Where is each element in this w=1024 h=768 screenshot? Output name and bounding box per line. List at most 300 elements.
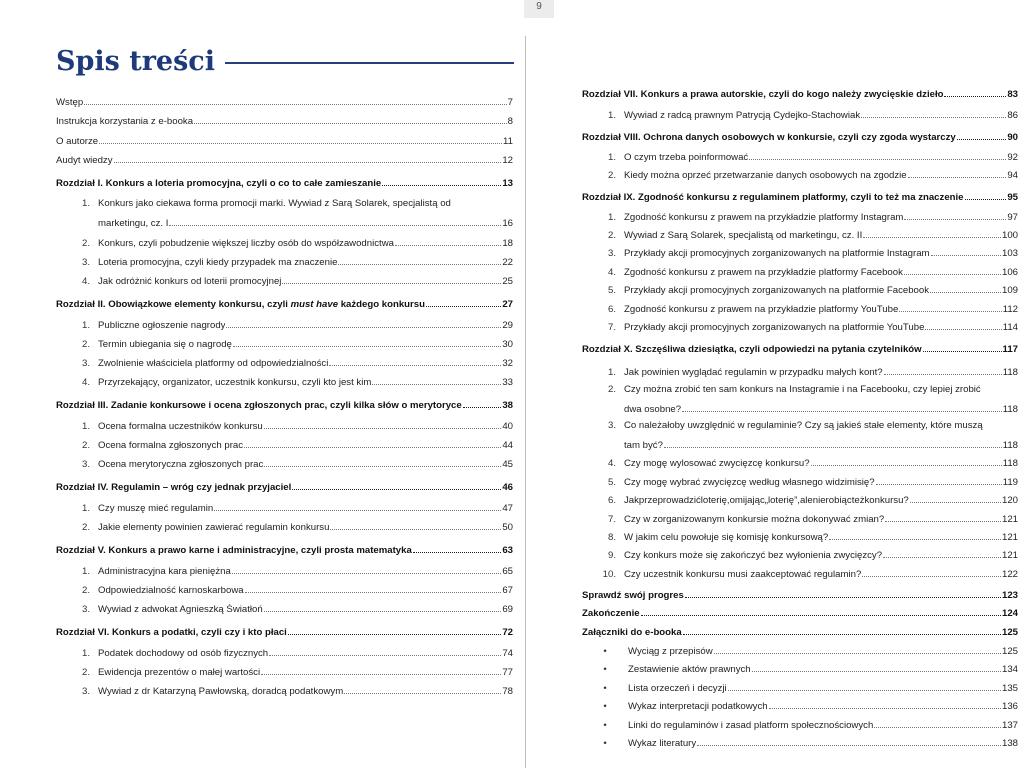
subsection-number: 3. xyxy=(81,604,90,615)
subsection-page: 97 xyxy=(1007,212,1018,223)
subsection-number: 7. xyxy=(607,322,616,333)
subsection-page: 120 xyxy=(1001,495,1018,506)
subsection-title-line1: Czy można zrobić ten sam konkurs na Instagramie i na Facebooku, czy lepiej zrobić xyxy=(624,384,981,395)
toc-subsection[interactable] xyxy=(56,338,513,351)
subsection-number: 2. xyxy=(607,230,616,241)
dot-leader xyxy=(413,544,502,553)
dot-leader xyxy=(329,357,501,366)
chapter-page: 90 xyxy=(1007,132,1018,143)
subsection-page: 29 xyxy=(502,320,513,331)
toc-title: Spis treści xyxy=(56,45,216,77)
dot-leader xyxy=(232,565,502,574)
dot-leader xyxy=(829,531,1001,540)
entry-page: 7 xyxy=(507,97,513,108)
subsection-number: 2. xyxy=(81,667,90,678)
chapter-title: Załączniki do e-booka xyxy=(582,627,682,638)
subsection-title: Ocena formalna uczestników konkursu xyxy=(98,421,263,432)
dot-leader xyxy=(931,247,1001,256)
chapter-title: Rozdział I. Konkurs a loteria promocyjna, czyli o co to całe zamieszanie xyxy=(56,178,382,189)
subsection-page: 100 xyxy=(1001,230,1018,241)
subsection-title: Konkurs, czyli pobudzenie większej liczby osób do współzawodnictwa xyxy=(98,238,394,249)
dot-leader xyxy=(876,476,1002,485)
subsection-number: 2. xyxy=(81,585,90,596)
dot-leader xyxy=(752,663,1001,672)
toc-subsection[interactable] xyxy=(582,549,1018,562)
subsection-page: 119 xyxy=(1002,477,1018,488)
subsection-title: Podatek dochodowy od osób fizycznych xyxy=(98,648,269,659)
dot-leader xyxy=(214,502,501,511)
subsection-page: 32 xyxy=(502,358,513,369)
toc-chapter[interactable] xyxy=(582,626,1018,639)
dot-leader xyxy=(264,420,502,429)
toc-subsection[interactable] xyxy=(56,584,513,597)
subsection-number: 2. xyxy=(81,238,90,249)
chapter-title: Rozdział VII. Konkurs a prawa autorskie, czyli do kogo należy zwycięskie dzieło xyxy=(582,89,944,100)
dot-leader xyxy=(930,284,1001,293)
toc-subsection[interactable] xyxy=(56,357,513,370)
toc-subsection[interactable] xyxy=(582,303,1018,316)
dot-leader xyxy=(463,399,502,408)
subsection-page: 135 xyxy=(1001,683,1018,694)
subsection-number: 5. xyxy=(607,285,616,296)
subsection-number: 1. xyxy=(607,110,616,121)
subsection-page: 47 xyxy=(502,503,513,514)
subsection-number: 2. xyxy=(607,384,616,395)
subsection-page: 65 xyxy=(502,566,513,577)
subsection-number: 1. xyxy=(81,566,90,577)
subsection-title: Ocena formalna zgłoszonych prac xyxy=(98,440,244,451)
toc-subsection[interactable] xyxy=(56,603,513,616)
bullet-icon: • xyxy=(603,701,607,712)
dot-leader xyxy=(899,303,1001,312)
dot-leader xyxy=(965,191,1007,200)
toc-chapter[interactable] xyxy=(582,343,1018,356)
toc-subsection[interactable] xyxy=(56,502,513,515)
toc-entry[interactable] xyxy=(56,115,513,128)
dot-leader xyxy=(330,521,501,530)
subsection-page: 134 xyxy=(1001,664,1018,675)
subsection-page: 125 xyxy=(1001,646,1018,657)
entry-title: O autorze xyxy=(56,136,99,147)
subsection-title: Wywiad z radcą prawnym Patrycją Cydejko-Stachowiak xyxy=(624,110,861,121)
subsection-number: 1. xyxy=(81,503,90,514)
subsection-number: 4. xyxy=(81,377,90,388)
subsection-page: 92 xyxy=(1007,152,1018,163)
toc-subsection[interactable] xyxy=(56,376,513,389)
dot-leader xyxy=(264,603,502,612)
dot-leader xyxy=(944,88,1006,97)
toc-subsection[interactable] xyxy=(582,247,1018,260)
entry-page: 8 xyxy=(507,116,513,127)
subsection-number: 3. xyxy=(607,248,616,259)
toc-subsection[interactable] xyxy=(56,256,513,269)
toc-chapter[interactable] xyxy=(582,191,1018,204)
toc-subsection[interactable] xyxy=(56,458,513,471)
toc-bullet-item[interactable] xyxy=(582,719,1018,732)
subsection-page: 106 xyxy=(1001,267,1018,278)
toc-subsection[interactable] xyxy=(56,565,513,578)
toc-subsection[interactable] xyxy=(582,151,1018,164)
chapter-title: Sprawdź swój progres xyxy=(582,590,684,601)
subsection-title: Zestawienie aktów prawnych xyxy=(628,664,751,675)
toc-subsection[interactable] xyxy=(582,266,1018,279)
dot-leader xyxy=(957,131,1007,140)
dot-leader xyxy=(908,169,1007,178)
subsection-page: 137 xyxy=(1001,720,1018,731)
subsection-title: Publiczne ogłoszenie nagrody xyxy=(98,320,226,331)
subsection-page: 138 xyxy=(1001,738,1018,749)
dot-leader xyxy=(728,682,1001,691)
toc-bullet-item[interactable] xyxy=(582,737,1018,750)
subsection-title: Wywiad z Sarą Solarek, specjalistą od marketingu, cz. II xyxy=(624,230,863,241)
toc-bullet-item[interactable] xyxy=(582,645,1018,658)
subsection-title: Wywiad z dr Katarzyną Pawłowską, doradcą podatkowym xyxy=(98,686,344,697)
toc-subsection[interactable] xyxy=(582,229,1018,242)
subsection-page: 94 xyxy=(1007,170,1018,181)
subsection-number: 4. xyxy=(607,267,616,278)
subsection-page: 67 xyxy=(502,585,513,596)
subsection-title: Kiedy można oprzeć przetwarzanie danych osobowych na zgodzie xyxy=(624,170,907,181)
dot-leader xyxy=(885,513,1001,522)
dot-leader xyxy=(883,549,1001,558)
toc-subsection[interactable] xyxy=(582,494,1018,507)
subsection-title: Czy mogę wybrać zwycięzcę według własnego widzimisię? xyxy=(624,477,875,488)
toc-subsection[interactable] xyxy=(56,198,513,230)
dot-leader xyxy=(269,647,501,656)
dot-leader xyxy=(925,321,1001,330)
subsection-page: 78 xyxy=(502,686,513,697)
toc-subsection[interactable] xyxy=(56,647,513,660)
subsection-title: Przykłady akcji promocyjnych zorganizowanych na platformie Facebook xyxy=(624,285,930,296)
subsection-title: Wyciąg z przepisów xyxy=(628,646,713,657)
subsection-title: O czym trzeba poinformować xyxy=(624,152,749,163)
subsection-title-line1: Konkurs jako ciekawa forma promocji marki. Wywiad z Sarą Solarek, specjalistą od xyxy=(98,198,451,209)
subsection-page: 121 xyxy=(1001,532,1018,543)
chapter-page: 124 xyxy=(1001,608,1018,619)
toc-entry[interactable] xyxy=(56,154,513,167)
subsection-title: Czy mogę wylosować zwycięzcę konkursu? xyxy=(624,458,810,469)
toc-subsection[interactable] xyxy=(582,513,1018,526)
dot-leader xyxy=(904,266,1001,275)
subsection-number: 1. xyxy=(81,198,90,209)
subsection-page: 45 xyxy=(502,459,513,470)
toc-subsection[interactable] xyxy=(582,284,1018,297)
dot-leader xyxy=(682,403,1002,412)
chapter-page: 46 xyxy=(502,482,513,493)
dot-leader xyxy=(904,211,1006,220)
chapter-title: Zakończenie xyxy=(582,608,640,619)
toc-entry[interactable] xyxy=(56,96,513,109)
subsection-page: 77 xyxy=(502,667,513,678)
dot-leader xyxy=(863,229,1001,238)
dot-leader xyxy=(233,338,501,347)
entry-title: Instrukcja korzystania z e-booka xyxy=(56,116,194,127)
chapter-page: 125 xyxy=(1001,627,1018,638)
toc-chapter[interactable] xyxy=(56,544,513,557)
toc-subsection[interactable] xyxy=(582,366,1018,379)
subsection-page: 136 xyxy=(1001,701,1018,712)
toc-subsection[interactable] xyxy=(582,211,1018,224)
chapter-title: Rozdział VI. Konkurs a podatki, czyli czy i kto płaci xyxy=(56,627,287,638)
title-rule xyxy=(225,62,514,64)
subsection-page: 114 xyxy=(1002,322,1018,333)
toc-subsection[interactable] xyxy=(582,476,1018,489)
dot-leader xyxy=(664,439,1002,448)
subsection-title: Czy uczestnik konkursu musi zaakceptować regulamin? xyxy=(624,569,862,580)
subsection-number: 1. xyxy=(81,320,90,331)
dot-leader xyxy=(264,458,501,467)
dot-leader xyxy=(811,457,1002,466)
subsection-title: Linki do regulaminów i zasad platform społecznościowych xyxy=(628,720,874,731)
toc-chapter[interactable] xyxy=(56,481,513,494)
toc-chapter[interactable] xyxy=(582,88,1018,101)
subsection-title: Zwolnienie właściciela platformy od odpowiedzialności xyxy=(98,358,329,369)
toc-subsection[interactable] xyxy=(56,666,513,679)
page-spread-divider xyxy=(525,36,526,768)
chapter-page: 123 xyxy=(1001,590,1018,601)
subsection-title: Wykaz interpretacji podatkowych xyxy=(628,701,768,712)
dot-leader xyxy=(226,319,501,328)
subsection-page: 33 xyxy=(502,377,513,388)
dot-leader xyxy=(99,135,502,144)
subsection-number: 6. xyxy=(607,495,616,506)
toc-chapter[interactable] xyxy=(582,607,1018,620)
toc-subsection[interactable] xyxy=(582,420,1018,452)
toc-subsection[interactable] xyxy=(56,319,513,332)
subsection-title: Wywiad z adwokat Agnieszką Światłoń xyxy=(98,604,263,615)
dot-leader xyxy=(245,584,502,593)
dot-leader xyxy=(244,439,501,448)
chapter-title-emphasis: must have xyxy=(290,299,339,310)
entry-title: Audyt wiedzy xyxy=(56,155,113,166)
bullet-icon: • xyxy=(603,720,607,731)
subsection-page: 69 xyxy=(502,604,513,615)
chapter-page: 27 xyxy=(502,299,513,310)
subsection-title: Administracyjna kara pieniężna xyxy=(98,566,231,577)
dot-leader xyxy=(641,607,1001,616)
subsection-title: Jakprzeprowadzićloterię,omijając„loterię”,alenierobiącteżkonkursu? xyxy=(624,495,909,506)
subsection-title: Zgodność konkursu z prawem na przykładzie platformy Facebook xyxy=(624,267,903,278)
toc-subsection[interactable] xyxy=(582,169,1018,182)
dot-leader xyxy=(874,719,1001,728)
dot-leader xyxy=(685,589,1001,598)
subsection-page: 118 xyxy=(1002,404,1018,415)
chapter-page: 72 xyxy=(502,627,513,638)
toc-chapter[interactable] xyxy=(56,177,513,190)
subsection-title: Termin ubiegania się o nagrodę xyxy=(98,339,232,350)
subsection-page: 44 xyxy=(502,440,513,451)
subsection-page: 118 xyxy=(1002,440,1018,451)
subsection-page: 30 xyxy=(502,339,513,350)
toc-subsection[interactable] xyxy=(56,685,513,698)
chapter-title: Rozdział IV. Regulamin – wróg czy jednak przyjaciel xyxy=(56,482,292,493)
toc-subsection[interactable] xyxy=(582,457,1018,470)
chapter-title: Rozdział IX. Zgodność konkursu z regulaminem platformy, czyli to też ma znaczenie xyxy=(582,192,964,203)
bullet-icon: • xyxy=(603,738,607,749)
toc-subsection[interactable] xyxy=(582,531,1018,544)
chapter-page: 117 xyxy=(1002,344,1018,355)
subsection-title: Czy konkurs może się zakończyć bez wyłonienia zwycięzcy? xyxy=(624,550,883,561)
subsection-number: 3. xyxy=(607,420,616,431)
subsection-number: 3. xyxy=(81,358,90,369)
toc-subsection[interactable] xyxy=(582,568,1018,581)
subsection-title: Jakie elementy powinien zawierać regulamin konkursu xyxy=(98,522,330,533)
subsection-page: 25 xyxy=(502,276,513,287)
dot-leader xyxy=(282,275,501,284)
toc-entry[interactable] xyxy=(56,135,513,148)
subsection-page: 40 xyxy=(502,421,513,432)
dot-leader xyxy=(382,177,501,186)
subsection-number: 3. xyxy=(81,257,90,268)
subsection-page: 118 xyxy=(1002,367,1018,378)
subsection-number: 2. xyxy=(81,522,90,533)
chapter-title: Rozdział V. Konkurs a prawo karne i administracyjne, czyli prosta matematyka xyxy=(56,545,412,556)
toc-subsection[interactable] xyxy=(56,439,513,452)
bullet-icon: • xyxy=(603,683,607,694)
subsection-page: 109 xyxy=(1001,285,1018,296)
subsection-title: Lista orzeczeń i decyzji xyxy=(628,683,727,694)
subsection-number: 10. xyxy=(602,569,616,580)
dot-leader xyxy=(862,568,1001,577)
subsection-title: Jak powinien wyglądać regulamin w przypadku małych kont? xyxy=(624,367,883,378)
toc-subsection[interactable] xyxy=(56,521,513,534)
bullet-icon: • xyxy=(603,646,607,657)
subsection-number: 2. xyxy=(81,339,90,350)
chapter-title: Rozdział II. Obowiązkowe elementy konkursu, czyli must have każdego konkursu xyxy=(56,299,425,310)
toc-bullet-item[interactable] xyxy=(582,663,1018,676)
subsection-page: 112 xyxy=(1002,304,1018,315)
subsection-number: 1. xyxy=(81,421,90,432)
chapter-page: 38 xyxy=(502,400,513,411)
subsection-page: 22 xyxy=(502,257,513,268)
subsection-number: 5. xyxy=(607,477,616,488)
entry-page: 12 xyxy=(502,155,513,166)
subsection-number: 7. xyxy=(607,514,616,525)
subsection-title-line1: Co należałoby uwzględnić w regulaminie? Czy są jakieś stałe elementy, które muszą xyxy=(624,420,983,431)
subsection-number: 9. xyxy=(607,550,616,561)
toc-title-row xyxy=(56,44,514,78)
toc-chapter[interactable] xyxy=(56,626,513,639)
bullet-icon: • xyxy=(603,664,607,675)
subsection-title: Ewidencja prezentów o małej wartości xyxy=(98,667,261,678)
subsection-number: 1. xyxy=(607,367,616,378)
subsection-number: 4. xyxy=(81,276,90,287)
subsection-title: Zgodność konkursu z prawem na przykładzie platformy Instagram xyxy=(624,212,904,223)
subsection-title-line2: tam być? xyxy=(624,440,663,451)
dot-leader xyxy=(288,626,501,635)
dot-leader xyxy=(910,494,1001,503)
dot-leader xyxy=(923,343,1002,352)
subsection-title: Czy w zorganizowanym konkursie można dokonywać zmian? xyxy=(624,514,885,525)
subsection-number: 3. xyxy=(81,459,90,470)
subsection-page: 16 xyxy=(502,218,513,229)
dot-leader xyxy=(714,645,1001,654)
entry-title: Wstęp xyxy=(56,97,84,108)
subsection-number: 1. xyxy=(81,648,90,659)
dot-leader xyxy=(395,237,501,246)
subsection-title: Odpowiedzialność karnoskarbowa xyxy=(98,585,244,596)
dot-leader xyxy=(344,685,501,694)
chapter-title: Rozdział III. Zadanie konkursowe i ocena zgłoszonych prac, czyli kilka słów o merytoryce xyxy=(56,400,462,411)
toc-subsection[interactable] xyxy=(582,109,1018,122)
dot-leader xyxy=(169,217,501,226)
dot-leader xyxy=(697,737,1001,746)
dot-leader xyxy=(769,700,1001,709)
subsection-page: 50 xyxy=(502,522,513,533)
subsection-title: Przykłady akcji promocyjnych zorganizowanych na platformie Instagram xyxy=(624,248,930,259)
toc-subsection[interactable] xyxy=(582,321,1018,334)
subsection-page: 18 xyxy=(502,238,513,249)
subsection-number: 4. xyxy=(607,458,616,469)
subsection-title: Przyrzekający, organizator, uczestnik konkursu, czyli kto jest kim xyxy=(98,377,372,388)
dot-leader xyxy=(861,109,1006,118)
dot-leader xyxy=(372,376,501,385)
dot-leader xyxy=(426,298,501,307)
chapter-page: 63 xyxy=(502,545,513,556)
toc-subsection[interactable] xyxy=(582,384,1018,416)
chapter-title: Rozdział VIII. Ochrona danych osobowych w konkursie, czyli czy zgoda wystarczy xyxy=(582,132,956,143)
toc-bullet-item[interactable] xyxy=(582,682,1018,695)
toc-chapter[interactable] xyxy=(582,589,1018,602)
subsection-title: Wykaz literatury xyxy=(628,738,697,749)
subsection-page: 86 xyxy=(1007,110,1018,121)
dot-leader xyxy=(114,154,502,163)
dot-leader xyxy=(292,481,501,490)
page-number: 9 xyxy=(524,0,554,18)
subsection-title: W jakim celu powołuje się komisję konkursową? xyxy=(624,532,829,543)
chapter-page: 13 xyxy=(502,178,513,189)
dot-leader xyxy=(261,666,501,675)
toc-chapter[interactable] xyxy=(56,399,513,412)
chapter-title: Rozdział X. Szczęśliwa dziesiątka, czyli odpowiedzi na pytania czytelników xyxy=(582,344,922,355)
subsection-page: 74 xyxy=(502,648,513,659)
subsection-number: 3. xyxy=(81,686,90,697)
chapter-page: 95 xyxy=(1007,192,1018,203)
subsection-number: 2. xyxy=(81,440,90,451)
subsection-title-line2: marketingu, cz. I xyxy=(98,218,169,229)
toc-subsection[interactable] xyxy=(56,420,513,433)
toc-subsection[interactable] xyxy=(56,237,513,250)
subsection-page: 103 xyxy=(1001,248,1018,259)
subsection-page: 121 xyxy=(1001,550,1018,561)
subsection-page: 121 xyxy=(1001,514,1018,525)
entry-page: 11 xyxy=(503,136,513,147)
subsection-number: 6. xyxy=(607,304,616,315)
toc-bullet-item[interactable] xyxy=(582,700,1018,713)
subsection-title: Jak odróżnić konkurs od loterii promocyjnej xyxy=(98,276,282,287)
subsection-number: 1. xyxy=(607,152,616,163)
subsection-title: Ocena merytoryczna zgłoszonych prac xyxy=(98,459,264,470)
subsection-title: Czy muszę mieć regulamin xyxy=(98,503,214,514)
subsection-title: Przykłady akcji promocyjnych zorganizowanych na platformie YouTube xyxy=(624,322,925,333)
dot-leader xyxy=(84,96,506,105)
toc-subsection[interactable] xyxy=(56,275,513,288)
subsection-number: 8. xyxy=(607,532,616,543)
subsection-number: 2. xyxy=(607,170,616,181)
dot-leader xyxy=(338,256,501,265)
dot-leader xyxy=(683,626,1001,635)
subsection-title-line2: dwa osobne? xyxy=(624,404,682,415)
dot-leader xyxy=(194,115,507,124)
toc-chapter[interactable] xyxy=(582,131,1018,144)
subsection-number: 1. xyxy=(607,212,616,223)
subsection-title: Loteria promocyjna, czyli kiedy przypadek ma znaczenie xyxy=(98,257,338,268)
toc-chapter[interactable] xyxy=(56,298,513,311)
chapter-page: 83 xyxy=(1007,89,1018,100)
subsection-page: 122 xyxy=(1001,569,1018,580)
dot-leader xyxy=(884,366,1002,375)
subsection-title: Zgodność konkursu z prawem na przykładzie platformy YouTube xyxy=(624,304,899,315)
